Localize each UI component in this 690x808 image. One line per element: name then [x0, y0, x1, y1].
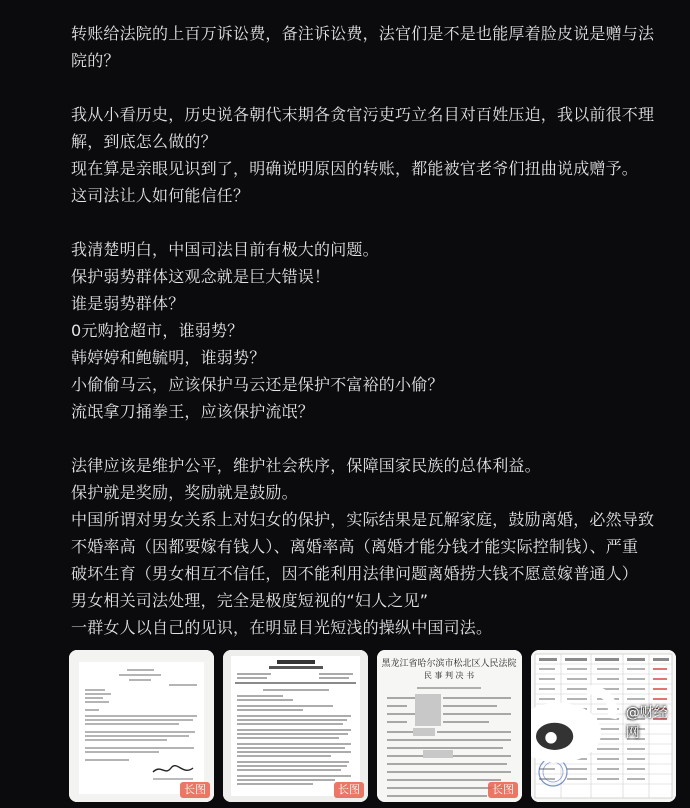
text-line: 解，到底怎么做的？	[71, 132, 217, 151]
paragraph-4	[71, 452, 677, 641]
text-line: 破坏生育（男女相互不信任，因不能利用法律问题离婚捞大钱不愿意嫁普通人）	[71, 564, 639, 583]
watermark-text: @财经网	[625, 705, 668, 741]
document-preview	[377, 650, 522, 802]
thumbnail-bank-statement[interactable]	[531, 650, 676, 802]
image-gallery	[69, 650, 679, 802]
thumbnail-document-letter[interactable]	[69, 650, 214, 802]
judgment-title: 民 事 判 决 书	[423, 671, 475, 680]
text-line: 保护弱势群体这观念就是巨大错误！	[71, 267, 331, 286]
text-line: 我从小看历史，历史说各朝代末期各贪官污吏巧立名目对百姓压迫，我以前很不理	[71, 105, 655, 124]
thumbnail-document-law-firm[interactable]	[223, 650, 368, 802]
document-preview	[69, 650, 214, 802]
text-line: 谁是弱势群体？	[71, 294, 185, 313]
source-watermark	[531, 650, 670, 798]
text-line: 中国所谓对男女关系上对妇女的保护，实际结果是瓦解家庭，鼓励离婚，必然导致	[71, 510, 655, 529]
thumbnail-court-judgment[interactable]	[377, 650, 522, 802]
text-line: 韩婷婷和鲍毓明，谁弱势？	[71, 348, 266, 367]
text-line: 我清楚明白，中国司法目前有极大的问题。	[71, 240, 379, 259]
text-line: 院的？	[71, 51, 120, 70]
text-line: 一群女人以自己的见识，在明显目光短浅的操纵中国司法。	[71, 618, 493, 637]
long-image-badge: 长图	[334, 782, 364, 798]
paragraph-1	[71, 20, 677, 74]
weibo-icon	[531, 650, 623, 798]
long-image-badge: 长图	[180, 782, 210, 798]
paragraph-2	[71, 101, 677, 209]
text-line: 小偷偷马云，应该保护马云还是保护不富裕的小偷？	[71, 375, 444, 394]
text-line: 不婚率高（因都要嫁有钱人）、离婚率高（离婚才能分钱才能实际控制钱）、严重	[71, 537, 639, 556]
text-line: 0元购抢超市，谁弱势？	[71, 321, 244, 340]
text-line: 男女相关司法处理，完全是极度短视的“妇人之见”	[71, 591, 429, 610]
text-line: 这司法让人如何能信任？	[71, 186, 250, 205]
post-body	[71, 20, 677, 668]
text-line: 转账给法院的上百万诉讼费，备注诉讼费，法官们是不是也能厚着脸皮说是赠与法	[71, 24, 655, 43]
document-preview	[223, 650, 368, 802]
text-line: 法律应该是维护公平，维护社会秩序，保障国家民族的总体利益。	[71, 456, 541, 475]
text-line: 保护就是奖励，奖励就是鼓励。	[71, 483, 298, 502]
court-name: 黑龙江省哈尔滨市松北区人民法院	[381, 659, 517, 669]
text-line: 现在算是亲眼见识到了，明确说明原因的转账，都能被官老爷们扭曲说成赠予。	[71, 159, 639, 178]
long-image-badge: 长图	[488, 782, 518, 798]
paragraph-3	[71, 236, 677, 425]
text-line: 流氓拿刀捅拳王，应该保护流氓？	[71, 402, 315, 421]
